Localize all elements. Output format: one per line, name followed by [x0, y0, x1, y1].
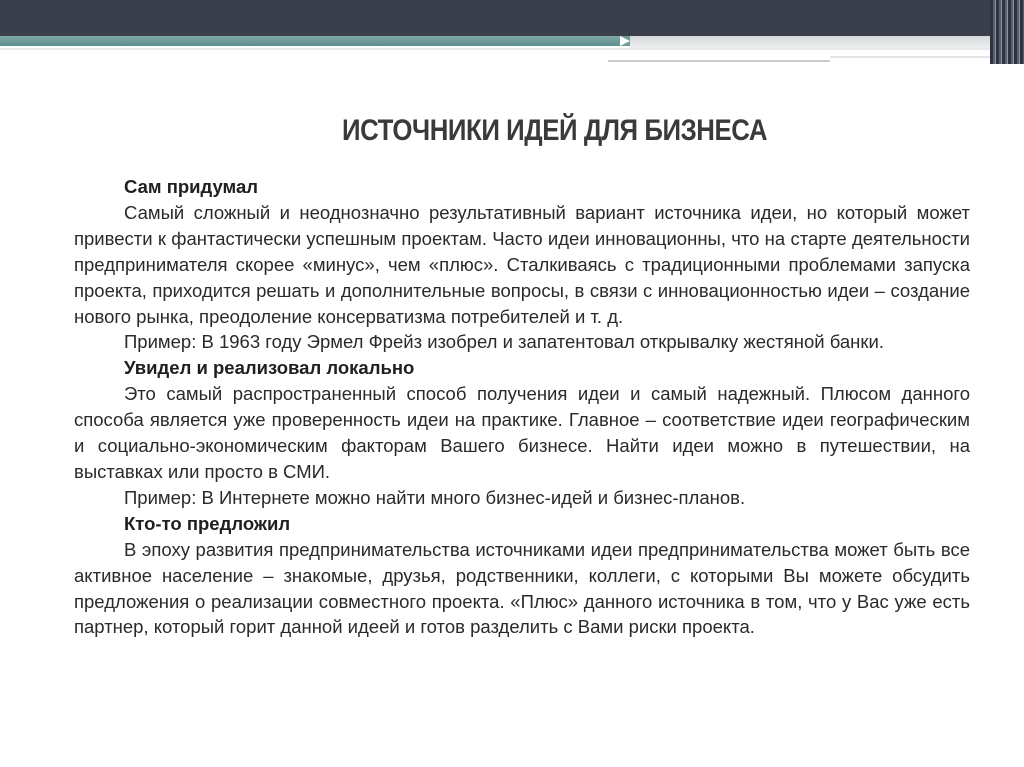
gray-accent-band — [630, 36, 1024, 48]
header-divider-line — [0, 48, 1000, 50]
teal-accent-band — [0, 36, 620, 46]
section-heading: Сам придумал — [124, 176, 259, 197]
section-heading: Увидел и реализовал локально — [124, 357, 415, 379]
section-paragraph: В эпоху развития предпринимательства источниками идеи предпринимательства может быть все активное население – знакомые, друзья, родственники, коллеги, с которыми Вы можете обсудить предложения о реализации совместного проекта. «Плюс» данного источника в том, что у Вас уже есть партнер, который горит данной идеей и готов разделить с Вами риски проекта. — [74, 538, 970, 638]
slide-body — [74, 174, 970, 640]
top-dark-bar — [0, 0, 1024, 36]
section-paragraph: Пример: В Интернете можно найти много бизнес-идей и бизнес-планов. — [124, 486, 746, 508]
section-heading: Кто-то предложил — [124, 512, 291, 534]
header-thin-line-right — [830, 56, 990, 58]
corner-stripes — [990, 0, 1024, 64]
teal-arrow-shape — [620, 36, 630, 46]
section-paragraph: Это самый распространенный способ получения идеи и самый надежный. Плюсом данного способа является уже проверенность идеи на практике. Главное – соответствие идеи географическим и социально-экономическим факторам Вашего бизнесе. Найти идеи можно в путешествии, на выставках или просто в СМИ. — [74, 383, 970, 482]
slide-title: ИСТОЧНИКИ ИДЕЙ ДЛЯ БИЗНЕСА — [342, 114, 768, 147]
header-thin-line — [608, 60, 830, 62]
section-paragraph: Пример: В 1963 году Эрмел Фрейз изобрел и запатентовал открывалку жестяной банки. — [124, 331, 884, 353]
section-paragraph: Самый сложный и неоднозначно результативный вариант источника идеи, но который может привести к фантастически успешным проектам. Часто идеи инновационны, что на старте деятельности предпринимателя скорее «минус», чем «плюс». Сталкиваясь с традиционными проблемами запуска проекта, приходится решать и дополнительные вопросы, в связи с инновационностью идеи – создание нового рынка, преодоление консерватизма потребителей и т. д. — [74, 201, 970, 327]
